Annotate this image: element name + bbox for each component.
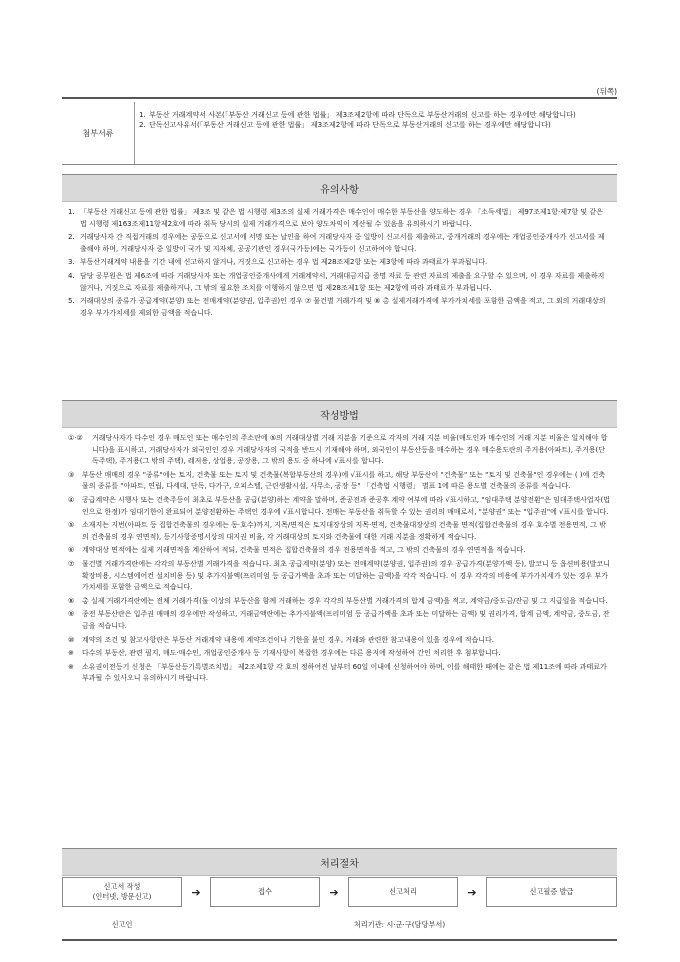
method-item: ※ 다수의 부동산, 관련 필지, 매도·매수인, 개업공인중개사 등 기재사항이 복잡한 경우에는 다른 용지에 작성하여 간인 처리한 후 첨부합니다. [68,649,501,658]
method-item: ④ 공급계약은 시행사 또는 건축주등이 최초로 부동산을 공급(분양)하는 계약을 말하며, 준공전과 준공후 계약 여부에 따라 √표시하고, "임대주택 분양전환"은 임대주택사업자(법인으로 한정)가 임대기한이 완료되어 분양전환하는 주택인 경우에 √표시합니다. 전매는 부동산을 취득할 수 있는 권리의 매매로서, "분양권" 또는 "입주권"에 √표시를 합니다. [68,495,610,516]
process-step: 접수 [210,877,320,907]
agency-label: 처리기관: 시·군·구(담당부서) [353,920,446,929]
note-item: 1. 「부동산 거래신고 등에 관한 법률」 제3조 및 같은 법 시행령 제3조의 실제 거래가격은 매수인이 매수한 부동산을 양도하는 경우 「소득세법」 제97조제1항·제7항 및 같은 법 시행령 제163조제11항제2호에 따라 취득 당시의 실제 거래가격으로 보아 양도차익이 계산될 수 있음을 유의하시기 바랍니다. [68,208,603,228]
method-item: ⑥ 계약대상 면적에는 실제 거래면적을 계산하여 적되, 건축물 면적은 집합건축물의 경우 전용면적을 적고, 그 밖의 건축물의 경우 연면적을 적습니다. [68,546,526,555]
method-item: ③ 부동산 매매의 경우 "종류"에는 토지, 건축물 또는 토지 및 건축물(복합부동산의 경우)에 √표시를 하고, 해당 부동산이 "건축물" 또는 "토지 및 건축물"인 경우에는 ( )에 건축물의 종류를 "아파트, 연립, 다세대, 단독, 다가구, 오피스텔, 근린생활시설, 사무소, 공장 등" 「건축법 시행령」 별표 1에 따른 용도별 건축물의 종류를 적습니다. [68,470,606,491]
top-rule [62,97,617,99]
form-page [62,0,617,962]
process-heading: 처리절차 [62,848,617,876]
method-list [62,433,617,685]
applicant-label: 신고인 [111,920,133,929]
note-item: 3. 부동산거래계약 내용을 기간 내에 신고하지 않거나, 거짓으로 신고하는 경우 법 제28조제2항 또는 제3항에 따라 과태료가 부과됩니다. [68,258,488,267]
arrow-right-icon: ➔ [191,885,201,899]
process-step: 신고처리 [348,877,458,907]
attachments-list [135,102,617,164]
method-heading: 작성방법 [62,400,617,428]
page-side-label: (뒤쪽) [596,87,617,96]
method-item: ⑧ 총 실제 거래가격란에는 전체 거래가격(둘 이상의 부동산을 함께 거래하는 경우 각각의 부동산별 거래가격의 합계 금액)을 적고, 계약금/중도금/잔금 및 그 지급일을 적습니다. [68,596,608,605]
note-item: 4. 담당 공무원은 법 제6조에 따라 거래당사자 또는 개업공인중개사에게 거래계약서, 거래대금지급 증명 자료 등 관련 자료의 제출을 요구할 수 있으며, 이 경우 자료를 제출하지 않거나, 거짓으로 자료를 제출하거나, 그 밖의 필요한 조치를 이행하지 않으면 법 제28조제1항 또는 제2항에 따라 과태료가 부과됩니다. [68,271,605,292]
process-labels [62,916,617,934]
attachment-item: 1. 부동산 거래계약서 사본(「부동산 거래신고 등에 관한 법률」 제3조제2항에 따라 단독으로 부동산거래의 신고를 하는 경우에만 해당합니다) [139,110,576,119]
note-item: 2. 거래당사자 간 직접거래의 경우에는 공동으로 신고서에 서명 또는 날인을 하여 거래당사자 중 일방이 신고서를 제출하고, 중개거래의 경우에는 개업공인중개사가 신고서를 제출해야 하며, 거래당사자 중 일방이 국가 및 지자체, 공공기관인 경우(국가등)에는 국가등이 신고하여야 합니다. [68,233,605,253]
arrow-right-icon: ➔ [329,885,339,899]
attachments-label: 첨부서류 [62,102,135,164]
bottom-rule [62,939,617,941]
arrow-right-icon: ➔ [467,885,477,899]
attachment-item: 2. 단독신고사유서(「부동산 거래신고 등에 관한 법률」 제3조제2항에 따라 단독으로 부동산거래의 신고를 하는 경우에만 해당합니다) [139,120,551,130]
process-step: 신고필증 발급 [486,877,617,907]
process-flow [62,876,617,908]
method-item: ⑦ 물건별 거래가격란에는 각각의 부동산별 거래가격을 적습니다. 최초 공급계약(분양) 또는 전매계약(분양권, 입주권)의 경우 공급가격(분양가액 등), 발코니 등 옵션비용(발코니 확장비용, 시스템에어컨 설치비용 등) 및 추가지불액(프리미엄 등 공급가액을 초과 또는 미달하는 금액)을 각각 적습니다. 이 경우 각각의 비용에 부가가치세가 있는 경우 부가가치세를 포함한 금액으로 적습니다. [68,559,610,592]
process-step: 신고서 작성 (인터넷, 방문신고) [62,877,182,907]
method-item: ※ 소유권이전등기 신청은 「부동산등기특별조치법」 제2조제1항 각 호의 정하여진 날부터 60일 이내에 신청하여야 하며, 이를 해태한 때에는 같은 법 제11조에 따라 과태료가 부과될 수 있사오니 유의하시기 바랍니다. [68,662,607,683]
method-item: ⑤ 소재지는 지번(아파트 등 집합건축물의 경우에는 동·호수)까지, 지목/면적은 토지대장상의 지목·면적, 건축물대장상의 건축물 면적(집합건축물의 경우 호수별 전용면적, 그 밖의 건축물의 경우 연면적), 등기사항증명서상의 대지권 비율, 각 거래대상의 토지와 건축물에 대한 거래 지분을 정확하게 적습니다. [68,521,606,541]
method-item: ⑨ 종전 부동산란은 입주권 매매의 경우에만 작성하고, 거래금액란에는 추가지불액(프리미엄 등 공급가액을 초과 또는 미달하는 금액) 및 권리가격, 합계 금액, 계약금, 중도금, 잔금을 적습니다. [68,610,610,630]
method-item: ⑩ 계약의 조건 및 참고사항란은 부동산 거래계약 내용에 계약조건이나 기한을 붙인 경우, 거래와 관련한 참고내용이 있을 경우에 적습니다. [68,635,494,644]
notes-heading: 유의사항 [62,174,617,202]
method-item: ①·② 거래당사자가 다수인 경우 매도인 또는 매수인의 주소란에 ⑤의 거래대상별 거래 지분을 기준으로 각자의 거래 지분 비율(매도인과 매수인의 거래 지분 비율은 일치해야 합니다)을 표시하고, 거래당사자가 외국인인 경우 거래당사자의 국적을 반드시 기재해야 하며, 외국인이 부동산등을 매수하는 경우 매수용도란의 주거용(아파트), 주거용(단독주택), 주거용(그 밖의 주택), 레저용, 상업용, 공장용, 그 밖의 용도 중 하나에 √표시를 합니다. [68,434,608,466]
attachments-section [62,102,617,165]
note-item: 5. 거래대상의 종류가 공급계약(분양) 또는 전매계약(분양권, 입주권)인 경우 ⑦ 물건별 거래가격 및 ⑧ 총 실제거래가격에 부가가치세를 포함한 금액을 적고, 그 외의 거래대상의 경우 부가가치세를 제외한 금액을 적습니다. [68,297,606,317]
notes-list [62,207,617,319]
